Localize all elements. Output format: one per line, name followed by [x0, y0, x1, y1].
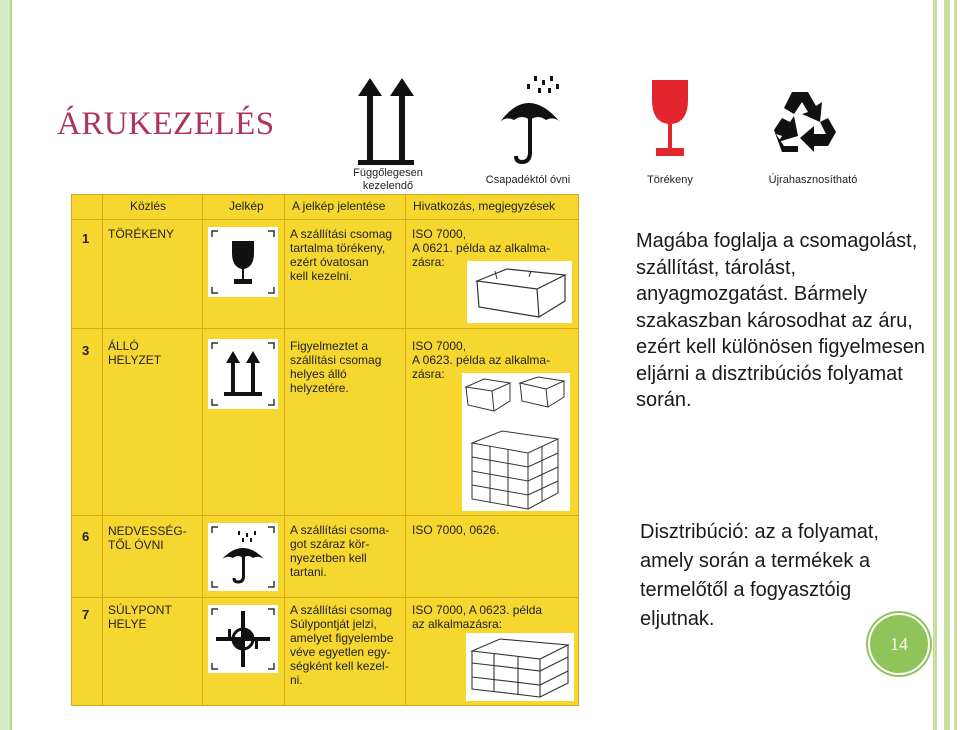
page-number-badge: 14 — [868, 613, 930, 675]
row-reference: ISO 7000, A 0621. példa az alkalma- zásra: — [412, 227, 551, 269]
definition-paragraph: Disztribúció: az a folyamat, amely során a termékek a termelőtől a fogyasztóig eljutnak. — [640, 521, 879, 630]
symbol-label-upright: Függőlegesen kezelendő — [353, 167, 423, 192]
row-number: 1 — [82, 231, 90, 246]
left-decorative-bar — [0, 0, 12, 730]
upright-symbol-image — [208, 339, 278, 409]
box-illustration — [467, 261, 572, 323]
description-paragraph: Magába foglalja a csomagolást, szállítást, tárolást, anyagmozgatást. Bármely szakaszban károsodhat az áru, ezért kell különösen figyelmesen eljárni a disztribúciós folyamat során. — [636, 230, 926, 411]
row-meaning: A szállítási csomag tartalma törékeny, ezért óvatosan kell kezelni. — [290, 227, 393, 283]
row-reference: ISO 7000, A 0623. példa az alkalma- zásra: — [412, 339, 551, 381]
row-number: 3 — [82, 343, 90, 358]
symbol-label-umbrella: Csapadéktól óvni — [485, 174, 571, 186]
row-name: ÁLLÓ HELYZET — [108, 339, 162, 367]
row-name: SÚLYPONT HELYE — [108, 603, 172, 631]
crate-illustration — [466, 633, 574, 701]
right-decorative-bar — [954, 0, 957, 730]
symbol-label-recycle: Újrahasznosítható — [768, 174, 858, 186]
row-meaning: Figyelmeztet a szállítási csomag helyes álló helyzetére. — [290, 339, 382, 395]
row-meaning: A szállítási csoma- got száraz kör- nyezetben kell tartani. — [290, 523, 390, 579]
right-decorative-bar — [944, 0, 950, 730]
symbol-label-fragile: Törékeny — [647, 174, 693, 186]
row-number: 7 — [82, 607, 90, 622]
row-meaning: A szállítási csomag Súlypontját jelzi, amelyet figyelembe véve egyetlen egy- ségként kell kezel- ni. — [290, 603, 394, 687]
row-name: TÖRÉKENY — [108, 227, 175, 241]
keep-dry-symbol-image — [208, 523, 278, 591]
center-of-gravity-symbol-image — [208, 605, 278, 673]
row-number: 6 — [82, 529, 90, 544]
fragile-glass-icon — [648, 78, 692, 165]
symbols-table — [71, 194, 579, 706]
table-header: A jelkép jelentése — [292, 199, 386, 213]
upright-arrows-icon — [356, 76, 418, 171]
row-reference: ISO 7000, 0626. — [412, 523, 500, 537]
row-name: NEDVESSÉG- TŐL ÓVNI — [108, 524, 187, 552]
row-reference: ISO 7000, A 0623. példa az alkalmazásra: — [412, 603, 543, 631]
recycle-icon — [770, 88, 840, 159]
page-title: ÁRUKEZELÉS — [57, 106, 275, 142]
umbrella-icon — [496, 74, 566, 171]
table-header: Jelkép — [229, 199, 264, 213]
table-header: Közlés — [130, 199, 167, 213]
fragile-symbol-image — [208, 227, 278, 297]
table-header: Hivatkozás, megjegyzések — [413, 199, 556, 213]
stacked-boxes-illustration — [462, 373, 570, 511]
